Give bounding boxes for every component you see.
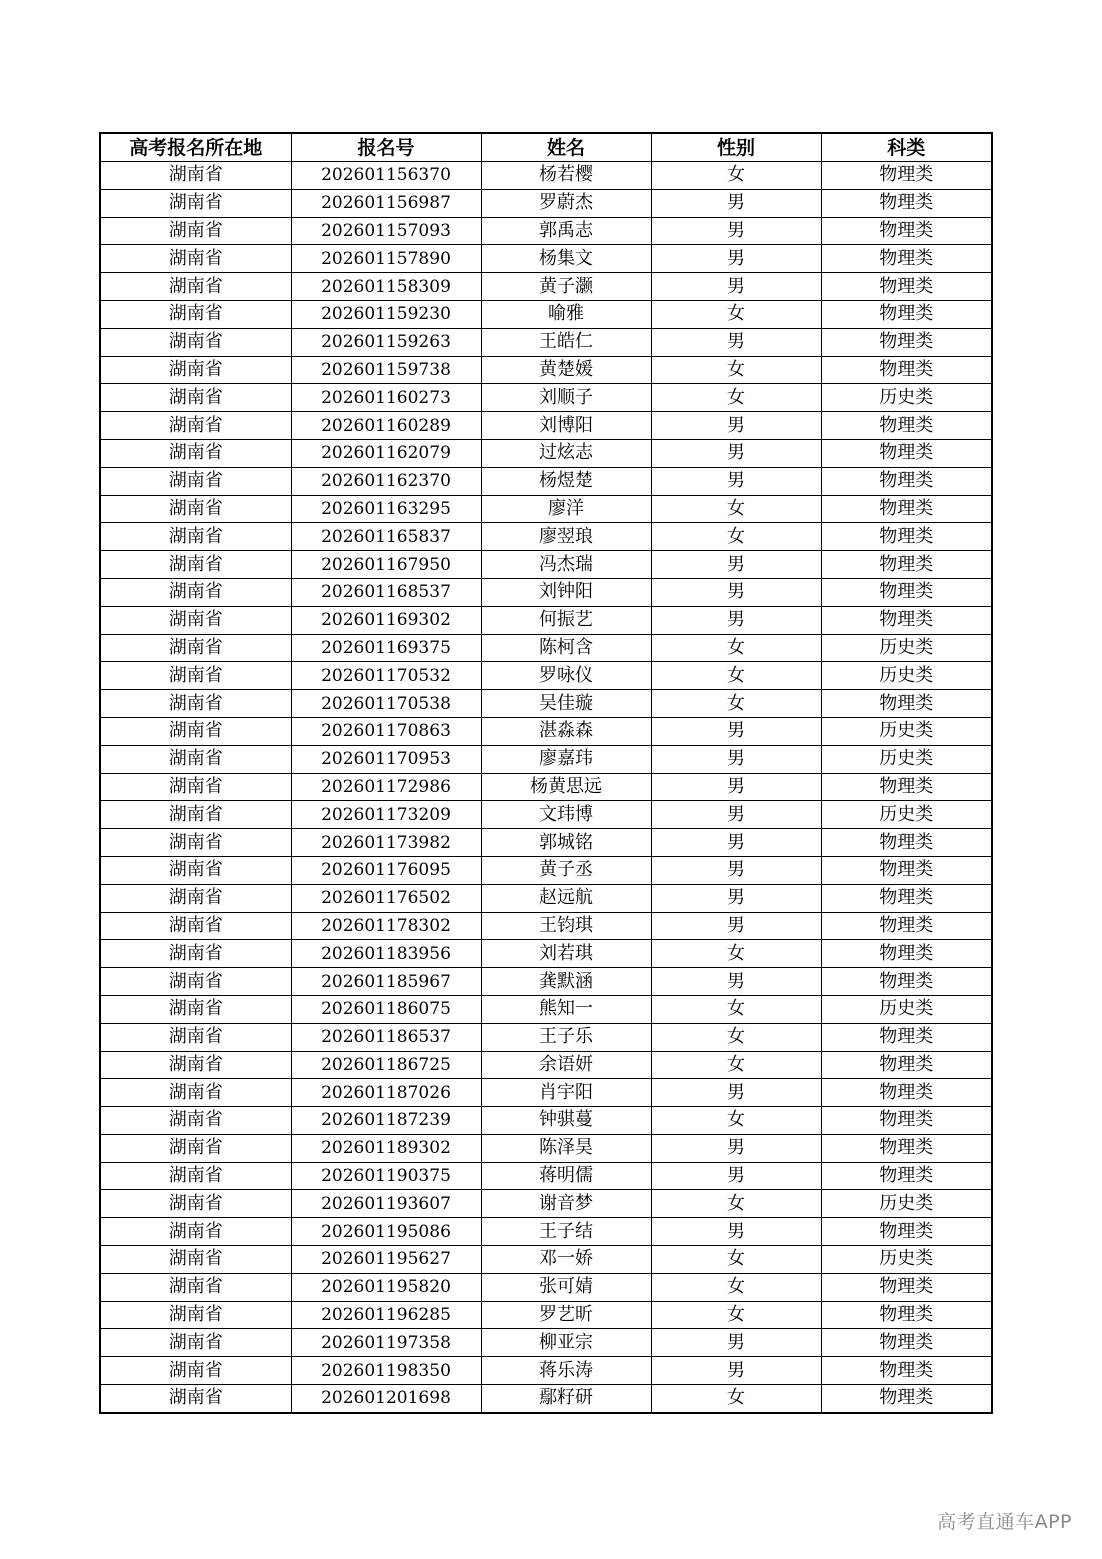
table-row <box>100 245 992 273</box>
cell-registration-number: 202601165837 <box>291 523 481 551</box>
cell-gender: 女 <box>651 356 821 384</box>
cell-gender: 男 <box>651 1357 821 1385</box>
cell-name: 陈泽昊 <box>481 1134 651 1162</box>
cell-subject-category: 物理类 <box>821 1218 992 1246</box>
header-registration-number: 报名号 <box>291 133 481 162</box>
cell-name: 杨黄思远 <box>481 773 651 801</box>
cell-name: 廖嘉玮 <box>481 745 651 773</box>
table-row <box>100 1301 992 1329</box>
cell-subject-category: 物理类 <box>821 1329 992 1357</box>
cell-name: 廖洋 <box>481 495 651 523</box>
cell-name: 喻雅 <box>481 300 651 328</box>
cell-region: 湖南省 <box>100 1218 291 1246</box>
table-row <box>100 523 992 551</box>
cell-region: 湖南省 <box>100 884 291 912</box>
cell-region: 湖南省 <box>100 1023 291 1051</box>
table-row <box>100 773 992 801</box>
cell-region: 湖南省 <box>100 439 291 467</box>
cell-subject-category: 物理类 <box>821 162 992 190</box>
cell-registration-number: 202601187026 <box>291 1079 481 1107</box>
table-row <box>100 300 992 328</box>
cell-gender: 女 <box>651 300 821 328</box>
cell-subject-category: 历史类 <box>821 1190 992 1218</box>
cell-name: 黄楚媛 <box>481 356 651 384</box>
cell-region: 湖南省 <box>100 1162 291 1190</box>
cell-registration-number: 202601160289 <box>291 412 481 440</box>
cell-registration-number: 202601196285 <box>291 1301 481 1329</box>
cell-registration-number: 202601156987 <box>291 189 481 217</box>
cell-name: 湛淼森 <box>481 717 651 745</box>
table-row <box>100 1273 992 1301</box>
cell-region: 湖南省 <box>100 495 291 523</box>
table-row <box>100 384 992 412</box>
cell-registration-number: 202601163295 <box>291 495 481 523</box>
cell-name: 冯杰瑞 <box>481 551 651 579</box>
cell-registration-number: 202601186537 <box>291 1023 481 1051</box>
cell-name: 廖翌琅 <box>481 523 651 551</box>
table-row <box>100 217 992 245</box>
cell-subject-category: 历史类 <box>821 384 992 412</box>
cell-registration-number: 202601169375 <box>291 634 481 662</box>
cell-name: 过炫志 <box>481 439 651 467</box>
cell-gender: 男 <box>651 189 821 217</box>
cell-subject-category: 物理类 <box>821 968 992 996</box>
cell-name: 刘若琪 <box>481 940 651 968</box>
cell-registration-number: 202601168537 <box>291 578 481 606</box>
cell-gender: 女 <box>651 634 821 662</box>
table-row <box>100 189 992 217</box>
cell-name: 王皓仁 <box>481 328 651 356</box>
cell-subject-category: 历史类 <box>821 801 992 829</box>
cell-region: 湖南省 <box>100 690 291 718</box>
cell-registration-number: 202601159230 <box>291 300 481 328</box>
cell-subject-category: 物理类 <box>821 1079 992 1107</box>
cell-region: 湖南省 <box>100 634 291 662</box>
table-row <box>100 690 992 718</box>
cell-gender: 男 <box>651 328 821 356</box>
cell-name: 刘博阳 <box>481 412 651 440</box>
cell-subject-category: 物理类 <box>821 829 992 857</box>
table-row <box>100 912 992 940</box>
cell-gender: 男 <box>651 217 821 245</box>
cell-region: 湖南省 <box>100 1079 291 1107</box>
cell-gender: 女 <box>651 1023 821 1051</box>
cell-subject-category: 物理类 <box>821 217 992 245</box>
cell-registration-number: 202601173982 <box>291 829 481 857</box>
cell-name: 鄢籽研 <box>481 1385 651 1413</box>
cell-region: 湖南省 <box>100 1301 291 1329</box>
cell-subject-category: 物理类 <box>821 578 992 606</box>
cell-name: 蒋明儒 <box>481 1162 651 1190</box>
table-row <box>100 884 992 912</box>
table-row <box>100 1357 992 1385</box>
cell-registration-number: 202601156370 <box>291 162 481 190</box>
cell-name: 陈柯含 <box>481 634 651 662</box>
cell-gender: 男 <box>651 273 821 301</box>
table-row <box>100 968 992 996</box>
cell-gender: 男 <box>651 1079 821 1107</box>
cell-gender: 男 <box>651 773 821 801</box>
cell-name: 张可婧 <box>481 1273 651 1301</box>
cell-name: 杨煜楚 <box>481 467 651 495</box>
cell-registration-number: 202601186725 <box>291 1051 481 1079</box>
table-row <box>100 801 992 829</box>
cell-subject-category: 物理类 <box>821 523 992 551</box>
cell-subject-category: 物理类 <box>821 912 992 940</box>
cell-name: 余语妍 <box>481 1051 651 1079</box>
cell-subject-category: 物理类 <box>821 495 992 523</box>
cell-registration-number: 202601189302 <box>291 1134 481 1162</box>
table-row <box>100 634 992 662</box>
cell-region: 湖南省 <box>100 412 291 440</box>
cell-gender: 男 <box>651 467 821 495</box>
cell-subject-category: 物理类 <box>821 1301 992 1329</box>
table-row <box>100 717 992 745</box>
cell-registration-number: 202601169302 <box>291 606 481 634</box>
cell-name: 钟骐蔓 <box>481 1107 651 1135</box>
table-row <box>100 1023 992 1051</box>
cell-gender: 女 <box>651 940 821 968</box>
cell-subject-category: 物理类 <box>821 467 992 495</box>
cell-registration-number: 202601190375 <box>291 1162 481 1190</box>
cell-region: 湖南省 <box>100 968 291 996</box>
cell-subject-category: 物理类 <box>821 273 992 301</box>
table-row <box>100 1385 992 1413</box>
table-row <box>100 412 992 440</box>
cell-registration-number: 202601197358 <box>291 1329 481 1357</box>
cell-region: 湖南省 <box>100 829 291 857</box>
cell-name: 刘钟阳 <box>481 578 651 606</box>
cell-registration-number: 202601162370 <box>291 467 481 495</box>
table-row <box>100 439 992 467</box>
cell-subject-category: 物理类 <box>821 1162 992 1190</box>
cell-subject-category: 物理类 <box>821 439 992 467</box>
cell-subject-category: 物理类 <box>821 1051 992 1079</box>
cell-subject-category: 历史类 <box>821 745 992 773</box>
table-row <box>100 829 992 857</box>
cell-gender: 女 <box>651 1301 821 1329</box>
cell-name: 罗咏仪 <box>481 662 651 690</box>
cell-name: 赵远航 <box>481 884 651 912</box>
cell-subject-category: 物理类 <box>821 189 992 217</box>
cell-gender: 男 <box>651 884 821 912</box>
cell-subject-category: 物理类 <box>821 300 992 328</box>
cell-region: 湖南省 <box>100 662 291 690</box>
cell-region: 湖南省 <box>100 1190 291 1218</box>
cell-gender: 女 <box>651 1190 821 1218</box>
header-gender: 性别 <box>651 133 821 162</box>
cell-name: 柳亚宗 <box>481 1329 651 1357</box>
cell-registration-number: 202601185967 <box>291 968 481 996</box>
cell-gender: 男 <box>651 551 821 579</box>
cell-gender: 女 <box>651 1385 821 1413</box>
cell-name: 刘顺子 <box>481 384 651 412</box>
cell-region: 湖南省 <box>100 217 291 245</box>
cell-subject-category: 物理类 <box>821 412 992 440</box>
cell-subject-category: 历史类 <box>821 1246 992 1274</box>
cell-region: 湖南省 <box>100 940 291 968</box>
table-row <box>100 1162 992 1190</box>
cell-gender: 女 <box>651 523 821 551</box>
cell-registration-number: 202601158309 <box>291 273 481 301</box>
cell-gender: 男 <box>651 717 821 745</box>
cell-subject-category: 物理类 <box>821 356 992 384</box>
cell-name: 吴佳璇 <box>481 690 651 718</box>
cell-subject-category: 物理类 <box>821 1107 992 1135</box>
cell-gender: 女 <box>651 1273 821 1301</box>
cell-subject-category: 物理类 <box>821 328 992 356</box>
cell-region: 湖南省 <box>100 745 291 773</box>
cell-name: 王子结 <box>481 1218 651 1246</box>
table-row <box>100 940 992 968</box>
cell-region: 湖南省 <box>100 384 291 412</box>
cell-region: 湖南省 <box>100 162 291 190</box>
cell-registration-number: 202601157890 <box>291 245 481 273</box>
cell-gender: 男 <box>651 801 821 829</box>
cell-region: 湖南省 <box>100 995 291 1023</box>
cell-region: 湖南省 <box>100 1357 291 1385</box>
cell-region: 湖南省 <box>100 300 291 328</box>
cell-gender: 女 <box>651 995 821 1023</box>
cell-subject-category: 物理类 <box>821 1134 992 1162</box>
cell-subject-category: 物理类 <box>821 1273 992 1301</box>
cell-name: 王钧琪 <box>481 912 651 940</box>
cell-name: 肖宇阳 <box>481 1079 651 1107</box>
cell-name: 郭禹志 <box>481 217 651 245</box>
cell-subject-category: 物理类 <box>821 245 992 273</box>
table-row <box>100 328 992 356</box>
cell-registration-number: 202601170953 <box>291 745 481 773</box>
cell-name: 杨集文 <box>481 245 651 273</box>
cell-subject-category: 物理类 <box>821 940 992 968</box>
cell-subject-category: 物理类 <box>821 773 992 801</box>
cell-gender: 男 <box>651 856 821 884</box>
cell-subject-category: 物理类 <box>821 1023 992 1051</box>
table-row <box>100 745 992 773</box>
cell-gender: 男 <box>651 578 821 606</box>
table-row <box>100 467 992 495</box>
cell-gender: 男 <box>651 1162 821 1190</box>
header-name: 姓名 <box>481 133 651 162</box>
cell-region: 湖南省 <box>100 717 291 745</box>
cell-name: 谢音梦 <box>481 1190 651 1218</box>
table-row <box>100 1218 992 1246</box>
header-subject-category: 科类 <box>821 133 992 162</box>
cell-subject-category: 历史类 <box>821 662 992 690</box>
table-row <box>100 856 992 884</box>
cell-registration-number: 202601170532 <box>291 662 481 690</box>
cell-name: 邓一娇 <box>481 1246 651 1274</box>
cell-region: 湖南省 <box>100 1273 291 1301</box>
cell-gender: 男 <box>651 1134 821 1162</box>
table-row <box>100 1051 992 1079</box>
cell-name: 罗艺昕 <box>481 1301 651 1329</box>
cell-registration-number: 202601173209 <box>291 801 481 829</box>
cell-region: 湖南省 <box>100 356 291 384</box>
cell-name: 何振艺 <box>481 606 651 634</box>
cell-gender: 男 <box>651 829 821 857</box>
cell-gender: 女 <box>651 1051 821 1079</box>
table-row <box>100 551 992 579</box>
cell-gender: 女 <box>651 690 821 718</box>
header-region: 高考报名所在地 <box>100 133 291 162</box>
cell-region: 湖南省 <box>100 523 291 551</box>
table-row <box>100 162 992 190</box>
cell-gender: 男 <box>651 1218 821 1246</box>
cell-registration-number: 202601187239 <box>291 1107 481 1135</box>
cell-subject-category: 历史类 <box>821 634 992 662</box>
cell-gender: 男 <box>651 912 821 940</box>
cell-region: 湖南省 <box>100 551 291 579</box>
cell-name: 龚默涵 <box>481 968 651 996</box>
cell-subject-category: 物理类 <box>821 690 992 718</box>
cell-registration-number: 202601186075 <box>291 995 481 1023</box>
cell-gender: 男 <box>651 1329 821 1357</box>
cell-gender: 男 <box>651 439 821 467</box>
cell-registration-number: 202601195820 <box>291 1273 481 1301</box>
cell-registration-number: 202601167950 <box>291 551 481 579</box>
cell-registration-number: 202601193607 <box>291 1190 481 1218</box>
cell-subject-category: 物理类 <box>821 606 992 634</box>
table-row <box>100 273 992 301</box>
cell-name: 杨若樱 <box>481 162 651 190</box>
cell-region: 湖南省 <box>100 1246 291 1274</box>
cell-subject-category: 物理类 <box>821 856 992 884</box>
cell-name: 罗蔚杰 <box>481 189 651 217</box>
cell-name: 郭城铭 <box>481 829 651 857</box>
cell-region: 湖南省 <box>100 1134 291 1162</box>
cell-subject-category: 物理类 <box>821 1357 992 1385</box>
cell-region: 湖南省 <box>100 1329 291 1357</box>
cell-gender: 女 <box>651 495 821 523</box>
cell-region: 湖南省 <box>100 912 291 940</box>
cell-subject-category: 物理类 <box>821 884 992 912</box>
admission-roster-table <box>99 132 993 1414</box>
cell-gender: 男 <box>651 968 821 996</box>
cell-region: 湖南省 <box>100 801 291 829</box>
cell-region: 湖南省 <box>100 856 291 884</box>
watermark-text: 高考直通车APP <box>937 1511 1072 1533</box>
cell-gender: 男 <box>651 606 821 634</box>
table-row <box>100 1190 992 1218</box>
cell-subject-category: 历史类 <box>821 995 992 1023</box>
cell-region: 湖南省 <box>100 578 291 606</box>
cell-region: 湖南省 <box>100 1385 291 1413</box>
cell-name: 王子乐 <box>481 1023 651 1051</box>
cell-region: 湖南省 <box>100 467 291 495</box>
cell-registration-number: 202601176095 <box>291 856 481 884</box>
cell-registration-number: 202601162079 <box>291 439 481 467</box>
table-header-row <box>100 133 992 162</box>
cell-gender: 女 <box>651 1107 821 1135</box>
cell-name: 黄子灏 <box>481 273 651 301</box>
cell-registration-number: 202601198350 <box>291 1357 481 1385</box>
cell-subject-category: 历史类 <box>821 717 992 745</box>
cell-gender: 女 <box>651 162 821 190</box>
cell-gender: 女 <box>651 1246 821 1274</box>
cell-region: 湖南省 <box>100 606 291 634</box>
cell-region: 湖南省 <box>100 189 291 217</box>
cell-registration-number: 202601157093 <box>291 217 481 245</box>
cell-region: 湖南省 <box>100 1051 291 1079</box>
cell-registration-number: 202601176502 <box>291 884 481 912</box>
cell-region: 湖南省 <box>100 1107 291 1135</box>
cell-registration-number: 202601172986 <box>291 773 481 801</box>
cell-name: 文玮博 <box>481 801 651 829</box>
cell-subject-category: 物理类 <box>821 1385 992 1413</box>
table-row <box>100 1107 992 1135</box>
table-row <box>100 1246 992 1274</box>
cell-region: 湖南省 <box>100 245 291 273</box>
table-row <box>100 495 992 523</box>
cell-registration-number: 202601178302 <box>291 912 481 940</box>
table-row <box>100 1079 992 1107</box>
cell-name: 熊知一 <box>481 995 651 1023</box>
table-row <box>100 1134 992 1162</box>
cell-name: 蒋乐涛 <box>481 1357 651 1385</box>
table-row <box>100 1329 992 1357</box>
table-row <box>100 356 992 384</box>
cell-registration-number: 202601160273 <box>291 384 481 412</box>
table-row <box>100 662 992 690</box>
cell-registration-number: 202601159738 <box>291 356 481 384</box>
cell-gender: 女 <box>651 384 821 412</box>
cell-region: 湖南省 <box>100 328 291 356</box>
table-row <box>100 995 992 1023</box>
table-row <box>100 578 992 606</box>
cell-gender: 男 <box>651 412 821 440</box>
cell-registration-number: 202601195086 <box>291 1218 481 1246</box>
cell-gender: 女 <box>651 662 821 690</box>
cell-registration-number: 202601183956 <box>291 940 481 968</box>
cell-gender: 男 <box>651 745 821 773</box>
cell-subject-category: 物理类 <box>821 551 992 579</box>
table-body <box>100 162 992 1413</box>
cell-registration-number: 202601159263 <box>291 328 481 356</box>
cell-registration-number: 202601201698 <box>291 1385 481 1413</box>
cell-registration-number: 202601170538 <box>291 690 481 718</box>
cell-region: 湖南省 <box>100 273 291 301</box>
cell-region: 湖南省 <box>100 773 291 801</box>
cell-name: 黄子丞 <box>481 856 651 884</box>
cell-registration-number: 202601170863 <box>291 717 481 745</box>
cell-gender: 男 <box>651 245 821 273</box>
cell-registration-number: 202601195627 <box>291 1246 481 1274</box>
table-row <box>100 606 992 634</box>
